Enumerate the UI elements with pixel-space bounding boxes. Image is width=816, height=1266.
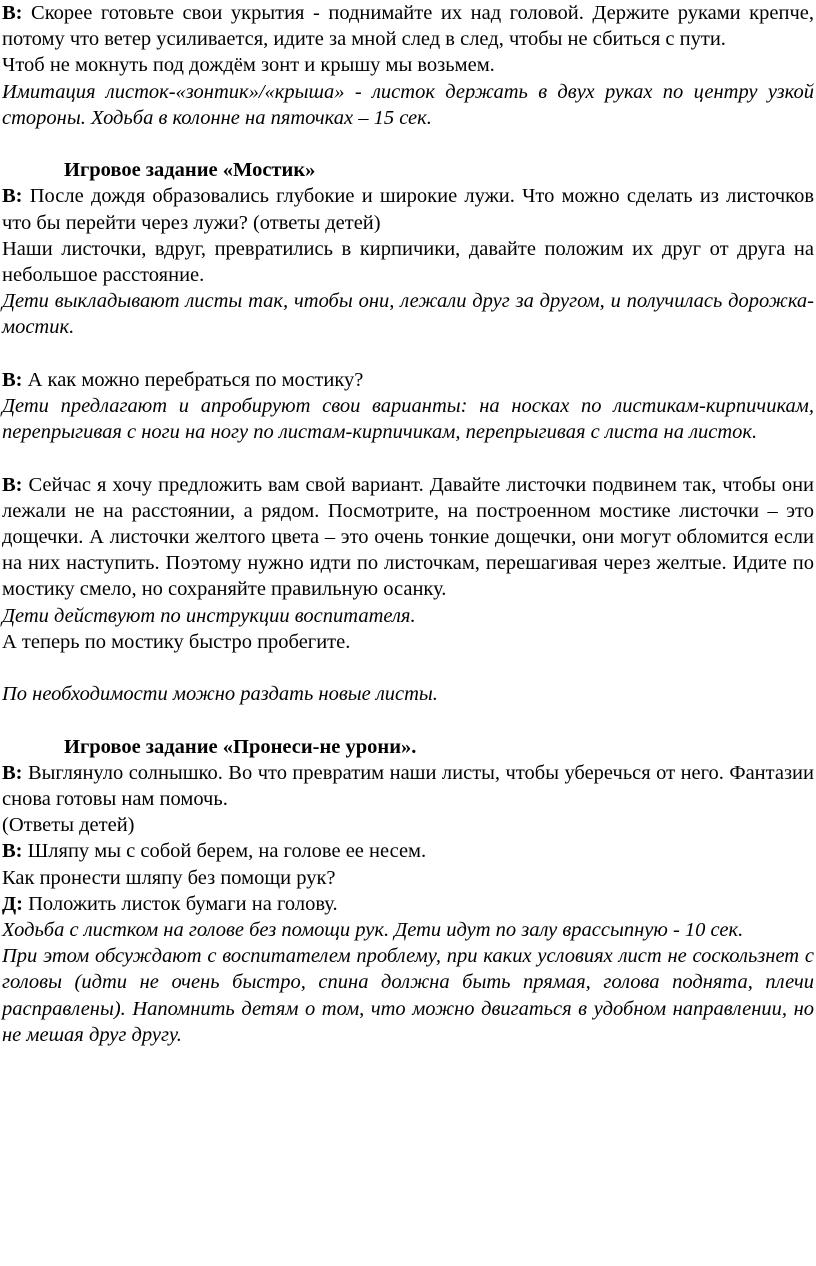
section-heading-carry: Игровое задание «Пронеси-не урони». (64, 735, 417, 758)
imitation-duration: . Ходьба в колонне на пяточках – 15 сек. (80, 106, 432, 129)
paragraph-discussion: При этом обсуждают с воспитателем проблему, при каких условиях лист не соскользнет с головы (идти не очень быстро, спина должна быть прямая, голова поднята, плечи расправлены). Напомнить детям о том, что можно двигаться в удобном направлении, но не мешая друг другу. (2, 945, 814, 1046)
speaker-label-teacher: В: (2, 761, 23, 784)
blank-line (2, 341, 814, 367)
paragraph-run-across: А теперь по мостику быстро пробегите. (2, 630, 351, 653)
paragraph-children-variants: Дети предлагают и апробируют свои варианты: на носках по листикам-кирпичикам, перепрыгивая с ноги на ногу по листам-кирпичикам, перепрыгивая с листа на листок. (2, 395, 814, 444)
blank-line (2, 707, 814, 733)
paragraph-children-follow: Дети действуют по инструкции воспитателя. (2, 604, 416, 627)
paragraph-text: А как можно перебраться по мостику? (27, 368, 364, 391)
speaker-label-teacher: В: (2, 473, 23, 496)
paragraph-text: Положить листок бумаги на голову. (28, 892, 338, 915)
paragraph-text: Скорее готовьте свои укрытия - поднимайте их над головой. Держите руками крепче, потому что ветер усиливается, идите за мной след в след, чтобы не сбиться с пути. (2, 2, 814, 51)
speaker-label-teacher: В: (2, 368, 23, 391)
paragraph-text: Шляпу мы с собой берем, на голове ее несем. (27, 840, 427, 863)
paragraph-puddles-question (2, 183, 814, 235)
paragraph-cross-question (2, 367, 814, 393)
speaker-label-teacher: В: (2, 2, 23, 24)
paragraph-bricks: Наши листочки, вдруг, превратились в кирпичики, давайте положим их друг от друга на небольшое расстояние. (2, 237, 814, 287)
paragraph-text: Выглянуло солнышко. Во что превратим наши листы, чтобы уберечься от него. Фантазии снова готовы нам помочь. (2, 761, 814, 811)
paragraph-text: После дождя образовались глубокие и широкие лужи. Что можно сделать из листочков что бы перейти через лужи? (ответы детей) (2, 185, 815, 234)
paragraph-new-sheets-note: По необходимости можно раздать новые листы. (2, 683, 438, 706)
section-heading-bridge: Игровое задание «Мостик» (64, 159, 316, 182)
paragraph-hat-question: Как пронести шляпу без помощи рук? (2, 866, 336, 889)
speaker-label-children: Д: (2, 892, 23, 915)
paragraph-sun (2, 760, 814, 812)
speaker-label-teacher: В: (2, 185, 23, 208)
paragraph-rhyme: Чтоб не мокнуть под дождём зонт и крышу мы возьмем. (2, 54, 495, 77)
paragraph-imitation-note (2, 79, 814, 131)
blank-line (2, 131, 814, 157)
paragraph-walk-with-sheet: Ходьба с листком на голове без помощи рук. Дети идут по залу врассыпную - 10 сек. (2, 919, 744, 942)
speaker-label-teacher: В: (2, 840, 23, 863)
blank-line (2, 655, 814, 681)
paragraph-children-reply (2, 891, 814, 917)
paragraph-text: Сейчас я хочу предложить вам свой вариант. Давайте листочки подвинем так, чтобы они лежали не на расстоянии, а рядом. Посмотрите, на построенном мостике листочки – это дощечки. А листочки желтого цвета – это очень тонкие дощечки, они могут обломится если на них наступить. Поэтому нужно идти по листочкам, перешагивая через желтые. Идите по мостику смело, но сохраняйте правильную осанку. (2, 473, 815, 601)
paragraph-hat-rhyme (2, 838, 814, 864)
paragraph-umbrella-instruction (2, 0, 814, 52)
blank-line (2, 445, 814, 471)
imitation-text: Имитация листок-«зонтик»/«крыша» - листок держать в двух руках по центру узкой стороны (2, 80, 814, 129)
paragraph-children-answers: (Ответы детей) (2, 814, 135, 837)
paragraph-teacher-variant (2, 472, 814, 603)
paragraph-children-lay-sheets: Дети выкладывают листы так, чтобы они, лежали друг за другом, и получилась дорожка-мостик. (2, 290, 814, 339)
